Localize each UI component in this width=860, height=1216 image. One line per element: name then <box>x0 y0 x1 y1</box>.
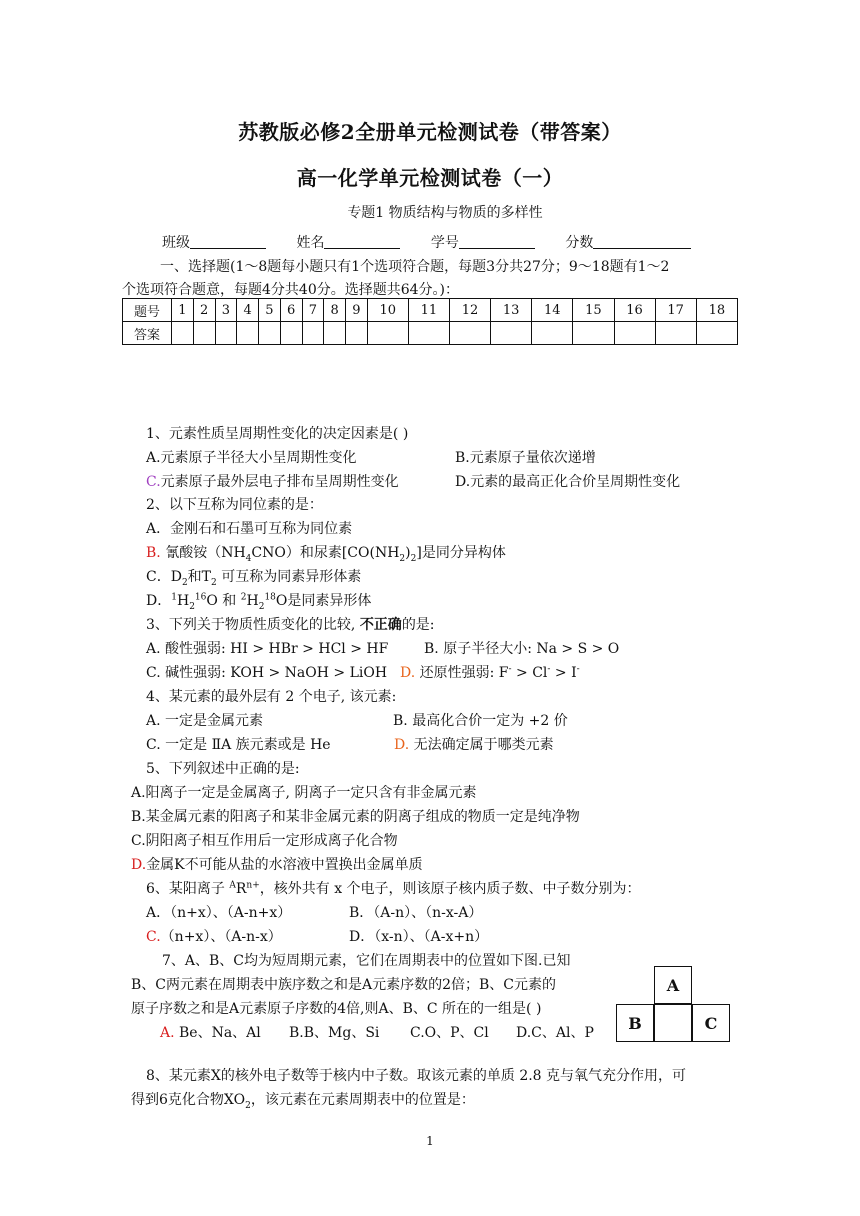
q3-option-a: A. 酸性强弱: HI > HBr > HCl > HF <box>146 641 389 657</box>
q6-option-c: C.（n+x）、（A-n-x） <box>146 929 282 945</box>
section-instructions-line1: 一、选择题(1～8题每小题只有1个选项符合题，每题3分共27分；9～18题有1～2 <box>160 259 670 275</box>
answer-cell[interactable] <box>655 322 696 345</box>
q7-line3: 原子序数之和是A元素原子序数的4倍,则A、B、C 所在的一组是( ) <box>131 1001 542 1017</box>
q4-option-a: A. 一定是金属元素 <box>146 713 264 729</box>
question-number-cell: 7 <box>302 299 324 322</box>
q5-option-d: D.金属K不可能从盐的水溶液中置换出金属单质 <box>131 857 423 873</box>
name-field: 姓名 <box>296 232 400 252</box>
question-number-cell: 3 <box>215 299 237 322</box>
question-number-cell: 9 <box>346 299 368 322</box>
q5-stem: 5、下列叙述中正确的是: <box>146 761 300 777</box>
score-field: 分数 <box>565 232 691 252</box>
periodic-cell-a: A <box>654 966 692 1004</box>
q6-option-b: B．（A-n）、（n-x-A） <box>349 905 483 921</box>
q6-option-c-letter: C. <box>146 929 161 945</box>
q5-option-c: C.阴阳离子相互作用后一定形成离子化合物 <box>131 833 398 849</box>
document-title: 苏教版必修2全册单元检测试卷（带答案） <box>238 120 622 144</box>
q2-option-b-letter: B. <box>146 545 161 561</box>
answer-cell[interactable] <box>532 322 573 345</box>
q7-line1: 7、A、B、C均为短周期元素，它们在周期表中的位置如下图.已知 <box>162 953 571 969</box>
q1-option-c: C.元素原子最外层电子排布呈周期性变化 <box>146 474 399 490</box>
q6-option-d: D．（x-n）、（A-x+n） <box>349 929 489 945</box>
row-label-answer: 答案 <box>123 322 172 345</box>
q1-option-c-letter: C. <box>146 474 161 490</box>
answer-cell[interactable] <box>367 322 408 345</box>
question-number-cell: 15 <box>573 299 614 322</box>
question-number-cell: 6 <box>280 299 302 322</box>
q1-option-d: D.元素的最高正化合价呈周期性变化 <box>455 474 681 490</box>
q3-option-c: C. 碱性强弱: KOH > NaOH > LiOH <box>146 665 388 681</box>
q7-option-d: D.C、Al、P <box>516 1025 594 1041</box>
q6-option-a: A．（n+x）、（A-n+x） <box>146 905 292 921</box>
q7-line2: B、C两元素在周期表中族序数之和是A元素序数的2倍；B、C元素的 <box>131 977 557 993</box>
q2-stem: 2、以下互称为同位素的是： <box>146 497 323 513</box>
answer-cell[interactable] <box>614 322 655 345</box>
class-field: 班级 <box>162 232 266 252</box>
subtitle: 专题1 物质结构与物质的多样性 <box>347 205 543 221</box>
q1-option-a: A.元素原子半径大小呈周期性变化 <box>146 450 357 466</box>
answer-cell[interactable] <box>172 322 194 345</box>
question-number-cell: 1 <box>172 299 194 322</box>
q4-option-d: D. 无法确定属于哪类元素 <box>394 737 554 753</box>
q3-emphasis: 不正确 <box>359 617 402 633</box>
question-number-cell: 13 <box>491 299 532 322</box>
q5-option-d-letter: D. <box>131 857 147 873</box>
section-instructions-line2: 个选项符合题意，每题4分共40分。选择题共64分。)： <box>122 282 459 298</box>
q8-line1: 8、某元素X的核外电子数等于核内中子数。取该元素的单质 2.8 克与氧气充分作用，可 <box>146 1068 687 1084</box>
q4-option-b: B. 最高化合价一定为 +2 价 <box>393 713 568 729</box>
answer-row <box>123 322 738 345</box>
answer-cell[interactable] <box>280 322 302 345</box>
question-number-cell: 2 <box>193 299 215 322</box>
answer-cell[interactable] <box>237 322 259 345</box>
periodic-cell-empty <box>654 1004 692 1042</box>
q5-option-b: B.某金属元素的阳离子和某非金属元素的阴离子组成的物质一定是纯净物 <box>131 809 580 825</box>
q4-option-c: C. 一定是 ⅡA 族元素或是 He <box>146 737 331 753</box>
answer-cell[interactable] <box>215 322 237 345</box>
question-number-cell: 4 <box>237 299 259 322</box>
question-number-cell: 12 <box>450 299 491 322</box>
question-number-row <box>123 299 738 322</box>
q7-option-a-letter: A. <box>160 1025 175 1041</box>
q7-option-b: B.B、Mg、Si <box>289 1025 380 1041</box>
q7-option-c: C.O、P、Cl <box>410 1025 489 1041</box>
row-label-question-number: 题号 <box>123 299 172 322</box>
answer-cell[interactable] <box>259 322 281 345</box>
answer-cell[interactable] <box>408 322 449 345</box>
answer-cell[interactable] <box>324 322 346 345</box>
question-number-cell: 10 <box>367 299 408 322</box>
periodic-cell-c: C <box>692 1004 730 1042</box>
question-number-cell: 11 <box>408 299 449 322</box>
q3-option-d-letter: D. <box>400 665 416 681</box>
answer-cell[interactable] <box>346 322 368 345</box>
question-number-cell: 8 <box>324 299 346 322</box>
question-number-cell: 5 <box>259 299 281 322</box>
question-number-cell: 14 <box>532 299 573 322</box>
q2-option-c: C．$D_2$和$T_2$ 可互称为同素异形体素 <box>146 569 362 588</box>
q6-stem: 6、某阳离子 $^AR^{n+}$，核外共有 x 个电子，则该原子核内质子数、中子数分别为： <box>146 880 641 897</box>
periodic-cell-b: B <box>616 1004 654 1042</box>
q2-option-a: A．金刚石和石墨可互称为同位素 <box>146 521 353 537</box>
q3-option-b: B. 原子半径大小: Na > S > O <box>424 641 620 657</box>
q3-stem: 3、下列关于物质性质变化的比较, 不正确的是: <box>146 617 435 633</box>
q3-option-d: D. 还原性强弱: F- > Cl- > I- <box>400 664 580 681</box>
q1-option-b: B.元素原子量依次递增 <box>455 450 596 466</box>
test-title: 高一化学单元检测试卷（一） <box>296 166 564 190</box>
q1-stem: 1、元素性质呈周期性变化的决定因素是( ) <box>146 426 409 442</box>
answer-cell[interactable] <box>302 322 324 345</box>
question-number-cell: 18 <box>696 299 737 322</box>
student-info-line <box>162 232 717 252</box>
answer-cell[interactable] <box>193 322 215 345</box>
answer-cell[interactable] <box>450 322 491 345</box>
page-number: 1 <box>426 1134 434 1148</box>
answer-cell[interactable] <box>573 322 614 345</box>
answer-cell[interactable] <box>491 322 532 345</box>
q2-option-b: B. 氰酸铵$(NH_4CNO)$和尿素$[CO(NH_2)_2]$是同分异构体 <box>146 545 506 564</box>
q4-stem: 4、某元素的最外层有 2 个电子, 该元素: <box>146 689 397 705</box>
q2-option-d: D．$^1H_2^{16}O$ 和 $^2H_2^{18}O$是同素异形体 <box>146 592 372 612</box>
q7-option-a: A. Be、Na、Al <box>160 1025 261 1041</box>
q4-option-d-letter: D. <box>394 737 410 753</box>
q5-option-a: A.阳离子一定是金属离子, 阴离子一定只含有非金属元素 <box>131 785 477 801</box>
q8-line2: 得到6克化合物$XO_2$，该元素在元素周期表中的位置是： <box>131 1092 475 1111</box>
student-id-field: 学号 <box>431 232 535 252</box>
question-number-cell: 16 <box>614 299 655 322</box>
question-number-cell: 17 <box>655 299 696 322</box>
answer-cell[interactable] <box>696 322 737 345</box>
answer-table <box>122 298 738 345</box>
